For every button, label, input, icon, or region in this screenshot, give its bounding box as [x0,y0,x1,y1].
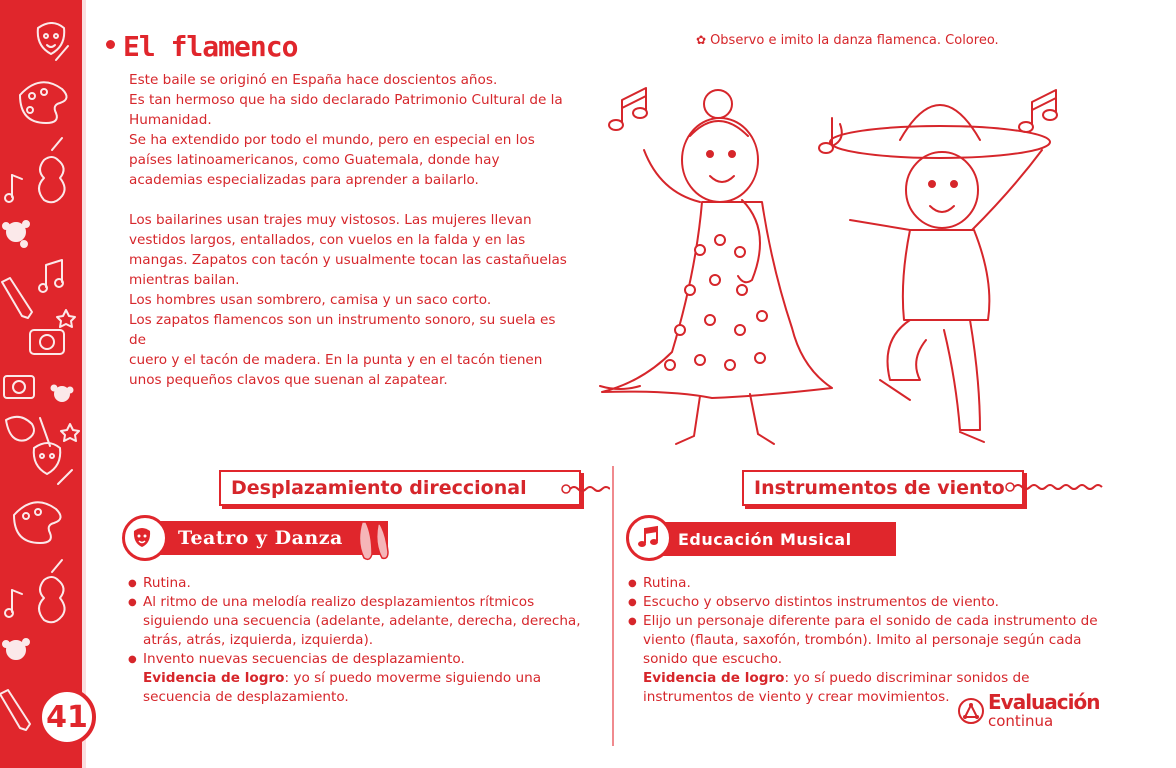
left-topic-title: Desplazamiento direccional [231,477,527,499]
intro-line: vestidos largos, entallados, con vuelos en la falda y en las [129,232,526,248]
eval-logo-icon [956,696,986,726]
title-bullet-icon [106,40,115,49]
intro-line: unos pequeños clavos que suenan al zapatear. [129,372,448,388]
evidence-label: Evidencia de logro [143,670,285,686]
evidence-text: : yo sí puedo moverme siguiendo una secuencia de desplazamiento. [143,670,542,705]
paragraph-gap [129,190,569,210]
intro-line: Los hombres usan sombrero, camisa y un saco corto. [129,292,492,308]
lesson-title: El flamenco [123,30,298,63]
center-divider [612,466,614,746]
woman-dancer [600,90,832,444]
activity-instruction: Observo e imito la danza flamenca. Coloreo. [710,33,999,48]
list-item: ● Rutina. [128,574,598,593]
eval-logo-line2: continua [988,712,1054,730]
lesson-title-wrapper [106,30,297,63]
left-topic-box [219,470,581,506]
intro-line: mangas. Zapatos con tacón y usualmente tocan las castañuelas [129,252,567,268]
right-subject-label: Educación Musical [678,529,852,549]
music-note-icon [626,515,672,561]
left-subject-label: Teatro y Danza [178,527,343,549]
right-topic-box [742,470,1024,506]
intro-line: academias especializadas para aprender a bailarlo. [129,172,479,188]
theater-dance-badge [140,521,388,555]
intro-line: Los zapatos flamencos son un instrumento sonoro, su suela es de [129,312,556,348]
left-evidence [128,669,598,707]
list-item: ● Escucho y observo distintos instrumentos de viento. [628,593,1098,612]
man-dancer [830,105,1050,442]
evidence-text: : yo sí puedo discriminar sonidos de instrumentos de viento y crear movimientos. [643,670,1030,705]
left-activity-list [128,574,598,707]
eval-logo-line1: Evaluación [988,690,1100,714]
intro-line: Es tan hermoso que ha sido declarado Patrimonio Cultural de la [129,92,563,108]
evidence-label: Evidencia de logro [643,670,785,686]
intro-line: Se ha extendido por todo el mundo, pero en especial en los [129,132,535,148]
page-number: 41 [38,688,96,746]
ballet-shoes-icon [352,518,392,562]
flamenco-dancers-illustration [570,80,1110,470]
sidebar-edge [82,0,86,768]
cord-decoration [1004,482,1104,492]
flower-bullet-icon: ✿ [696,33,707,47]
music-education-badge [640,522,896,556]
theater-masks-icon [122,515,168,561]
intro-line: países latinoamericanos, como Guatemala, donde hay [129,152,500,168]
cord-decoration [560,484,610,494]
music-note-icon [609,88,647,130]
sidebar-decoration [0,0,86,768]
list-item: ● Al ritmo de una melodía realizo desplazamientos rítmicos siguiendo una secuencia (adelante, adelante, derecha, derecha, atrás, atrás, izquierda, izquierda). [128,593,598,650]
intro-line: Humanidad. [129,112,212,128]
list-item: ● Invento nuevas secuencias de desplazamiento. [128,650,598,669]
sidebar-doodles [0,0,86,768]
activity-instruction-wrapper [696,33,999,48]
intro-line: Este baile se originó en España hace doscientos años. [129,72,498,88]
intro-line: cuero y el tacón de madera. En la punta y en el tacón tienen [129,352,543,368]
list-item: ● Rutina. [628,574,1098,593]
music-note-icon [1019,90,1057,132]
right-topic-title: Instrumentos de viento [754,477,1005,499]
intro-line: Los bailarines usan trajes muy vistosos. Las mujeres llevan [129,212,532,228]
lesson-intro [129,70,569,390]
list-item: ● Elijo un personaje diferente para el sonido de cada instrumento de viento (flauta, saxofón, trombón). Imito al personaje según cada sonido que escucho. [628,612,1098,669]
right-activity-list [628,574,1098,707]
evaluation-logo [956,690,1106,734]
intro-line: mientras bailan. [129,272,240,288]
